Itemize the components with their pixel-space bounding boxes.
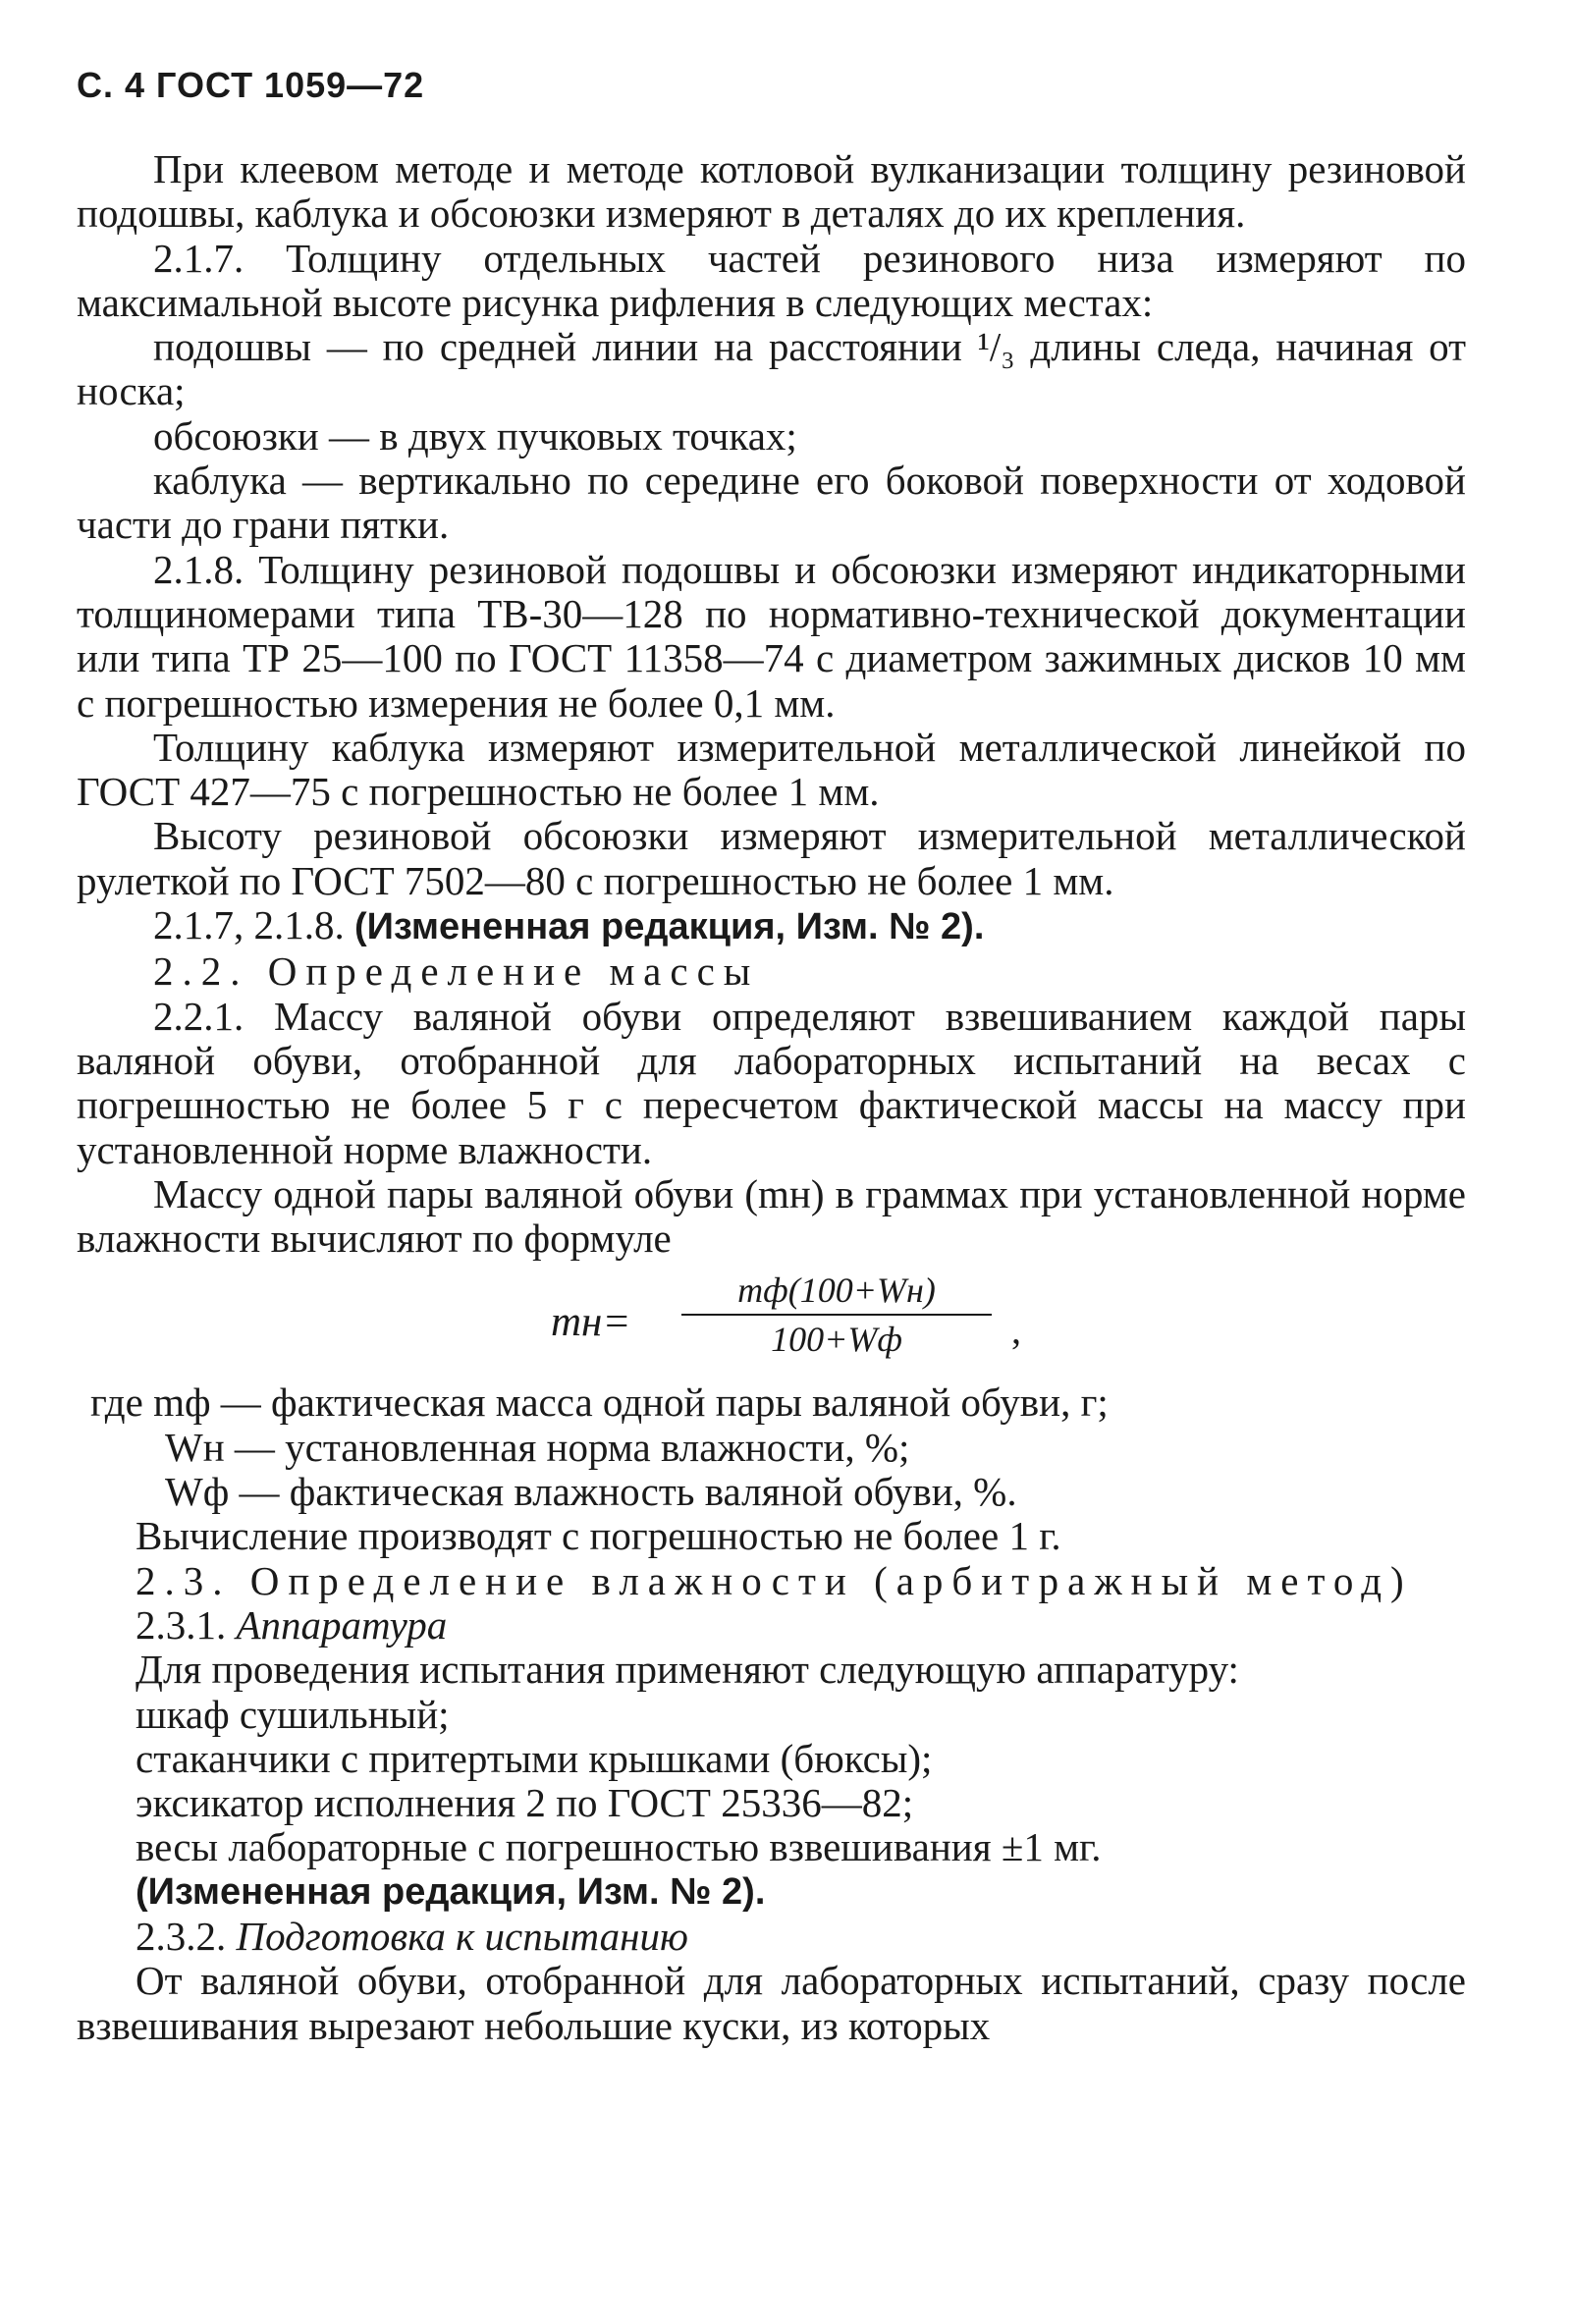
- formula-comma: ,: [1011, 1308, 1021, 1353]
- paragraph-2-1-8: 2.1.8. Толщину резиновой подошвы и обсоюзки измеряют индикаторными толщиномерами типа ТВ-30—128 по нормативно-технической документации или типа ТР 25—100 по ГОСТ 11358—74 с диаметром зажимных дисков 10 мм с погрешностью измерения не более 0,1 мм.: [77, 546, 1466, 726]
- list-item: эксикатор исполнения 2 по ГОСТ 25336—82;: [136, 1780, 914, 1826]
- formula-fraction: [674, 1269, 1000, 1361]
- document-body: [77, 147, 1466, 2048]
- paragraph-2-2-1: 2.2.1. Массу валяной обуви определяют взвешиванием каждой пары валяной обуви, отобранной для лабораторных испытаний на весах с погрешностью не более 5 г с пересчетом фактической массы на массу при установленной норме влажности.: [77, 993, 1466, 1172]
- page-header: С. 4 ГОСТ 1059—72: [77, 65, 425, 105]
- subsection-heading-2-3-1: [77, 1603, 1466, 1648]
- section-heading-2-2: 2.2. Определение массы: [153, 948, 760, 995]
- list-item-heel: каблука — вертикально по середине его боковой поверхности от ходовой части до грани пятки.: [77, 458, 1466, 548]
- formula-legend: где mф — фактическая масса одной пары валяной обуви, г;: [90, 1379, 1109, 1426]
- fraction-bar: [681, 1314, 992, 1316]
- subsection-title: Подготовка к испытанию: [236, 1913, 688, 1959]
- list-item: шкаф сушильный;: [136, 1691, 450, 1737]
- subsection-number: 2.3.1.: [136, 1601, 237, 1648]
- paragraph: Высоту резиновой обсоюзки измеряют измерительной металлической рулеткой по ГОСТ 7502—80 с погрешностью не более 1 мм.: [77, 813, 1466, 903]
- section-heading-2-3: 2.3. Определение влажности (арбитражный метод): [136, 1557, 1413, 1603]
- amendment-note: (Измененная редакция, Изм. № 2).: [136, 1870, 766, 1913]
- paragraph-2-1-7: 2.1.7. Толщину отдельных частей резинового низа измеряют по максимальной высоте рисунка рифления в следующих местах:: [77, 235, 1466, 325]
- list-item-welt: обсоюзки — в двух пучковых точках;: [153, 412, 797, 459]
- subsection-number: 2.3.2.: [136, 1913, 237, 1959]
- paragraph: Толщину каблука измеряют измерительной металлической линейкой по ГОСТ 427—75 с погрешностью не более 1 мм.: [77, 724, 1466, 815]
- amendment-note: [77, 903, 1466, 949]
- formula-legend: Wн — установленная норма влажности, %;: [165, 1424, 910, 1470]
- paragraph: Вычисление производят с погрешностью не более 1 г.: [136, 1513, 1061, 1559]
- list-item: стаканчики с притертыми крышками (бюксы);: [136, 1735, 933, 1781]
- paragraph: Массу одной пары валяной обуви (mн) в граммах при установленной норме влажности вычисляют по формуле: [77, 1170, 1466, 1262]
- amendment-label: (Измененная редакция, Изм. № 2).: [354, 906, 985, 948]
- formula-numerator: mф(100+Wн): [737, 1270, 936, 1311]
- list-item-sole: подошвы — по средней линии на расстоянии ¹/₃ длины следа, начиная от носка;: [77, 324, 1466, 414]
- formula-legend: Wф — фактическая влажность валяной обуви, %.: [165, 1469, 1017, 1515]
- formula-lhs: mн=: [551, 1299, 631, 1346]
- paragraph: От валяной обуви, отобранной для лабораторных испытаний, сразу после взвешивания вырезают небольшие куски, из которых: [77, 1958, 1466, 2048]
- formula-denominator: 100+Wф: [771, 1320, 902, 1360]
- subsection-title: Аппаратура: [236, 1601, 448, 1648]
- subsection-heading-2-3-2: [77, 1915, 1466, 1959]
- amendment-ref: 2.1.7, 2.1.8.: [153, 902, 354, 948]
- mass-formula: [77, 1269, 1466, 1375]
- paragraph: Для проведения испытания применяют следующую аппаратуру:: [136, 1647, 1239, 1693]
- list-item: весы лабораторные с погрешностью взвешивания ±1 мг.: [136, 1824, 1102, 1870]
- paragraph: При клеевом методе и методе котловой вулканизации толщину резиновой подошвы, каблука и обсоюзки измеряют в деталях до их крепления.: [77, 146, 1466, 237]
